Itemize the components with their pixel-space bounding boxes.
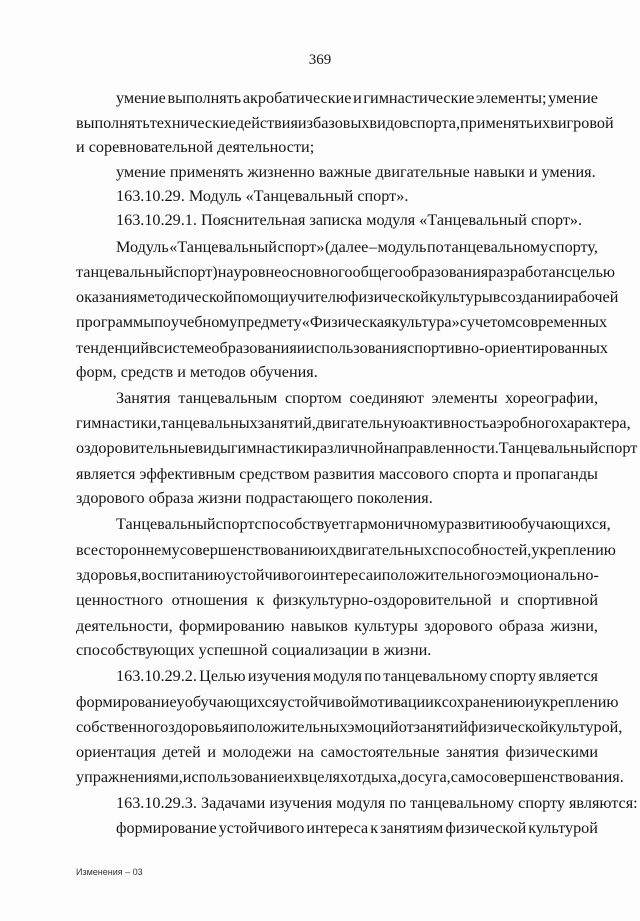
word: пропаганды <box>515 465 598 483</box>
word: спортивной <box>517 591 598 609</box>
word: и <box>296 339 306 357</box>
word: здоровья, <box>76 566 142 584</box>
word: у <box>176 693 185 711</box>
text-line <box>116 666 598 686</box>
word: Целью <box>199 667 246 685</box>
text-line <box>76 565 598 585</box>
word: изучения <box>247 667 311 685</box>
text-line <box>76 540 616 560</box>
word: игровой <box>557 114 614 132</box>
word: гимнастики, <box>76 414 161 432</box>
word: формирование <box>76 693 177 711</box>
word: оздоровительные <box>76 439 196 457</box>
word: молодежи <box>222 743 292 761</box>
page-number: 369 <box>308 52 332 68</box>
word: аэробного <box>489 414 560 432</box>
word: занятиям <box>380 819 444 837</box>
word: отношения <box>171 591 248 609</box>
word: современных <box>515 313 608 331</box>
text-line <box>76 767 624 787</box>
word: 163.10.29.2. <box>116 667 197 685</box>
word: положительных <box>238 718 348 736</box>
word: умение <box>116 89 166 107</box>
word: воспитанию <box>141 566 226 584</box>
word: от <box>398 718 414 736</box>
word: интереса <box>306 819 369 837</box>
word: способствует <box>254 515 346 533</box>
word: совершенствованию <box>179 541 321 559</box>
word: по <box>154 313 171 331</box>
word: является <box>538 667 598 685</box>
word: всестороннему <box>76 541 180 559</box>
word: занятий <box>413 718 468 736</box>
text-line <box>116 388 598 408</box>
word: гимнастические <box>363 89 475 107</box>
word: – <box>368 238 377 256</box>
text-line <box>76 692 619 712</box>
word: двигательную <box>315 414 413 432</box>
word: на <box>298 743 314 761</box>
word: устойчивого <box>218 819 305 837</box>
word: различной <box>311 439 384 457</box>
word: видов <box>369 114 410 132</box>
word: модуля <box>313 667 363 685</box>
text-line: здорового образа жизни подрастающего поколения. <box>76 489 433 507</box>
word: укреплению <box>531 541 616 559</box>
text-line <box>76 438 638 458</box>
text-line <box>76 413 631 433</box>
text-line <box>116 88 598 108</box>
word: навыков <box>290 617 348 635</box>
word: спорту <box>489 667 537 685</box>
word: создании <box>500 288 564 306</box>
word: помощи <box>232 288 289 306</box>
word: рабочей <box>563 288 619 306</box>
word: развития <box>313 465 375 483</box>
word: предмету <box>237 313 302 331</box>
word: мотивации <box>359 693 434 711</box>
word: спорту, <box>548 238 598 256</box>
word: выполнять <box>167 89 242 107</box>
text-line <box>76 113 614 133</box>
word: их <box>284 768 301 786</box>
word: Модуль <box>116 238 169 256</box>
word: танцевальному <box>444 238 549 256</box>
word: ориентация <box>76 743 156 761</box>
word: с <box>564 263 572 281</box>
word: культуры <box>354 617 418 635</box>
word: укреплению <box>533 693 619 711</box>
word: обучающихся <box>184 693 280 711</box>
word: формирование <box>116 819 217 837</box>
text-line <box>116 514 611 534</box>
word: физической <box>445 819 527 837</box>
word: Занятия <box>116 389 171 407</box>
word: физическими <box>505 743 598 761</box>
text-line <box>76 312 608 332</box>
word: к <box>370 819 379 837</box>
word: физкультурно-оздоровительной <box>272 591 492 609</box>
word: целью <box>571 263 615 281</box>
word: учебному <box>170 313 238 331</box>
word: Танцевальный <box>498 439 599 457</box>
word: танцевальных <box>160 414 258 432</box>
word: спортом <box>285 389 342 407</box>
word: здорового <box>424 617 493 635</box>
text-line: умение применять жизненно важные двигательные навыки и умения. <box>116 163 596 181</box>
word: использование <box>182 768 285 786</box>
word: акробатические <box>242 89 352 107</box>
word: гимнастики <box>230 439 312 457</box>
word: их <box>320 541 337 559</box>
word: (далее <box>324 238 369 256</box>
text-line: и соревновательной деятельности; <box>76 138 315 156</box>
text-line <box>76 616 598 636</box>
word: программы <box>76 313 155 331</box>
word: интереса <box>311 566 374 584</box>
word: формированию <box>178 617 285 635</box>
word: и <box>353 89 362 107</box>
word: развитию <box>446 515 512 533</box>
word: физической <box>467 718 549 736</box>
word: упражнениями, <box>76 768 183 786</box>
word: виды <box>195 439 231 457</box>
word: культурой, <box>548 718 623 736</box>
word: в <box>492 288 501 306</box>
word: «Физическая <box>301 313 392 331</box>
word: здоровья <box>168 718 230 736</box>
word: оказания <box>76 288 138 306</box>
word: культурой <box>528 819 598 837</box>
word: спорта <box>452 465 499 483</box>
word: сохранению <box>441 693 526 711</box>
word: танцевальному <box>383 667 488 685</box>
word: эмоционально- <box>494 566 599 584</box>
word: из <box>297 114 313 132</box>
word: действия <box>235 114 298 132</box>
text-line: 163.10.29. Модуль «Танцевальный спорт». <box>116 187 409 205</box>
word: самосовершенствования. <box>450 768 624 786</box>
word: спортивно-ориентированных <box>407 339 608 357</box>
text-line <box>76 717 623 737</box>
word: «Танцевальный <box>169 238 277 256</box>
word: образа <box>498 617 545 635</box>
word: устойчивого <box>225 566 312 584</box>
word: собственного <box>76 718 169 736</box>
word: культуры <box>428 288 493 306</box>
word: спорта, <box>409 114 461 132</box>
word: учителю <box>288 288 349 306</box>
word: выполнять <box>76 114 150 132</box>
text-line: способствующих успешной социализации в жизни. <box>76 641 432 659</box>
word: и <box>500 591 509 609</box>
word: общего <box>352 263 403 281</box>
word: в <box>550 114 558 132</box>
word: и <box>207 743 216 761</box>
word: физической <box>348 288 429 306</box>
text-line <box>76 262 615 282</box>
word: применять <box>460 114 534 132</box>
word: по <box>364 667 382 685</box>
word: в <box>149 339 157 357</box>
word: массового <box>378 465 449 483</box>
word: жизни, <box>550 617 598 635</box>
word: гармоничному <box>345 515 447 533</box>
word: характера, <box>559 414 631 432</box>
word: положительного <box>381 566 495 584</box>
word: досуга, <box>401 768 451 786</box>
word: базовых <box>312 114 370 132</box>
text-line <box>76 742 598 762</box>
word: на <box>217 263 234 281</box>
word: умение <box>548 89 598 107</box>
word: культура» <box>391 313 460 331</box>
word: устойчивой <box>279 693 360 711</box>
text-line <box>116 818 598 838</box>
word: занятия <box>446 743 499 761</box>
word: разработан <box>488 263 565 281</box>
word: методической <box>137 288 233 306</box>
word: основного <box>281 263 353 281</box>
text-line <box>76 464 598 484</box>
word: спорт <box>598 439 638 457</box>
word: по <box>426 238 444 256</box>
word: модуль <box>377 238 427 256</box>
word: элементы <box>431 389 498 407</box>
word: спорт <box>215 515 255 533</box>
text-line <box>76 590 598 610</box>
word: танцевальным <box>178 389 278 407</box>
word: занятий, <box>257 414 316 432</box>
text-line: 163.10.29.3. Задачами изучения модуля по танцевальному спорту являются: <box>116 794 638 812</box>
word: их <box>533 114 551 132</box>
word: обучающихся, <box>511 515 611 533</box>
word: направленности. <box>383 439 499 457</box>
text-line: 163.10.29.1. Пояснительная записка модуля «Танцевальный спорт». <box>116 211 583 229</box>
text-line <box>76 338 608 358</box>
text-line <box>76 287 619 307</box>
word: образования <box>402 263 489 281</box>
word: эффективным <box>139 465 236 483</box>
word: тенденций <box>76 339 149 357</box>
word: способностей, <box>432 541 532 559</box>
word: отдыха, <box>348 768 402 786</box>
word: соединяют <box>349 389 424 407</box>
word: и <box>502 465 512 483</box>
word: технические <box>149 114 236 132</box>
word: и <box>229 718 239 736</box>
text-line <box>116 237 598 257</box>
word: учетом <box>466 313 516 331</box>
word: Танцевальный <box>116 515 216 533</box>
word: с <box>459 313 467 331</box>
word: эмоций <box>347 718 399 736</box>
word: самостоятельные <box>320 743 440 761</box>
word: деятельности, <box>76 617 173 635</box>
footer-revision-note: Изменения – 03 <box>76 867 143 877</box>
word: двигательных <box>336 541 433 559</box>
word: целях <box>308 768 349 786</box>
word: ценностного <box>76 591 164 609</box>
text-line: форм, средств и методов обучения. <box>76 363 318 381</box>
word: элементы; <box>475 89 547 107</box>
word: спорт) <box>173 263 218 281</box>
word: в <box>300 768 309 786</box>
word: является <box>76 465 136 483</box>
word: танцевальный <box>76 263 174 281</box>
word: детей <box>162 743 201 761</box>
word: и <box>525 693 534 711</box>
word: к <box>256 591 265 609</box>
word: к <box>433 693 442 711</box>
word: спорт» <box>277 238 325 256</box>
word: хореографии, <box>505 389 598 407</box>
word: образования <box>211 339 297 357</box>
word: активность <box>412 414 490 432</box>
word: уровне <box>233 263 282 281</box>
word: средством <box>239 465 310 483</box>
word: и <box>373 566 382 584</box>
word: системе <box>156 339 212 357</box>
word: использования <box>305 339 408 357</box>
